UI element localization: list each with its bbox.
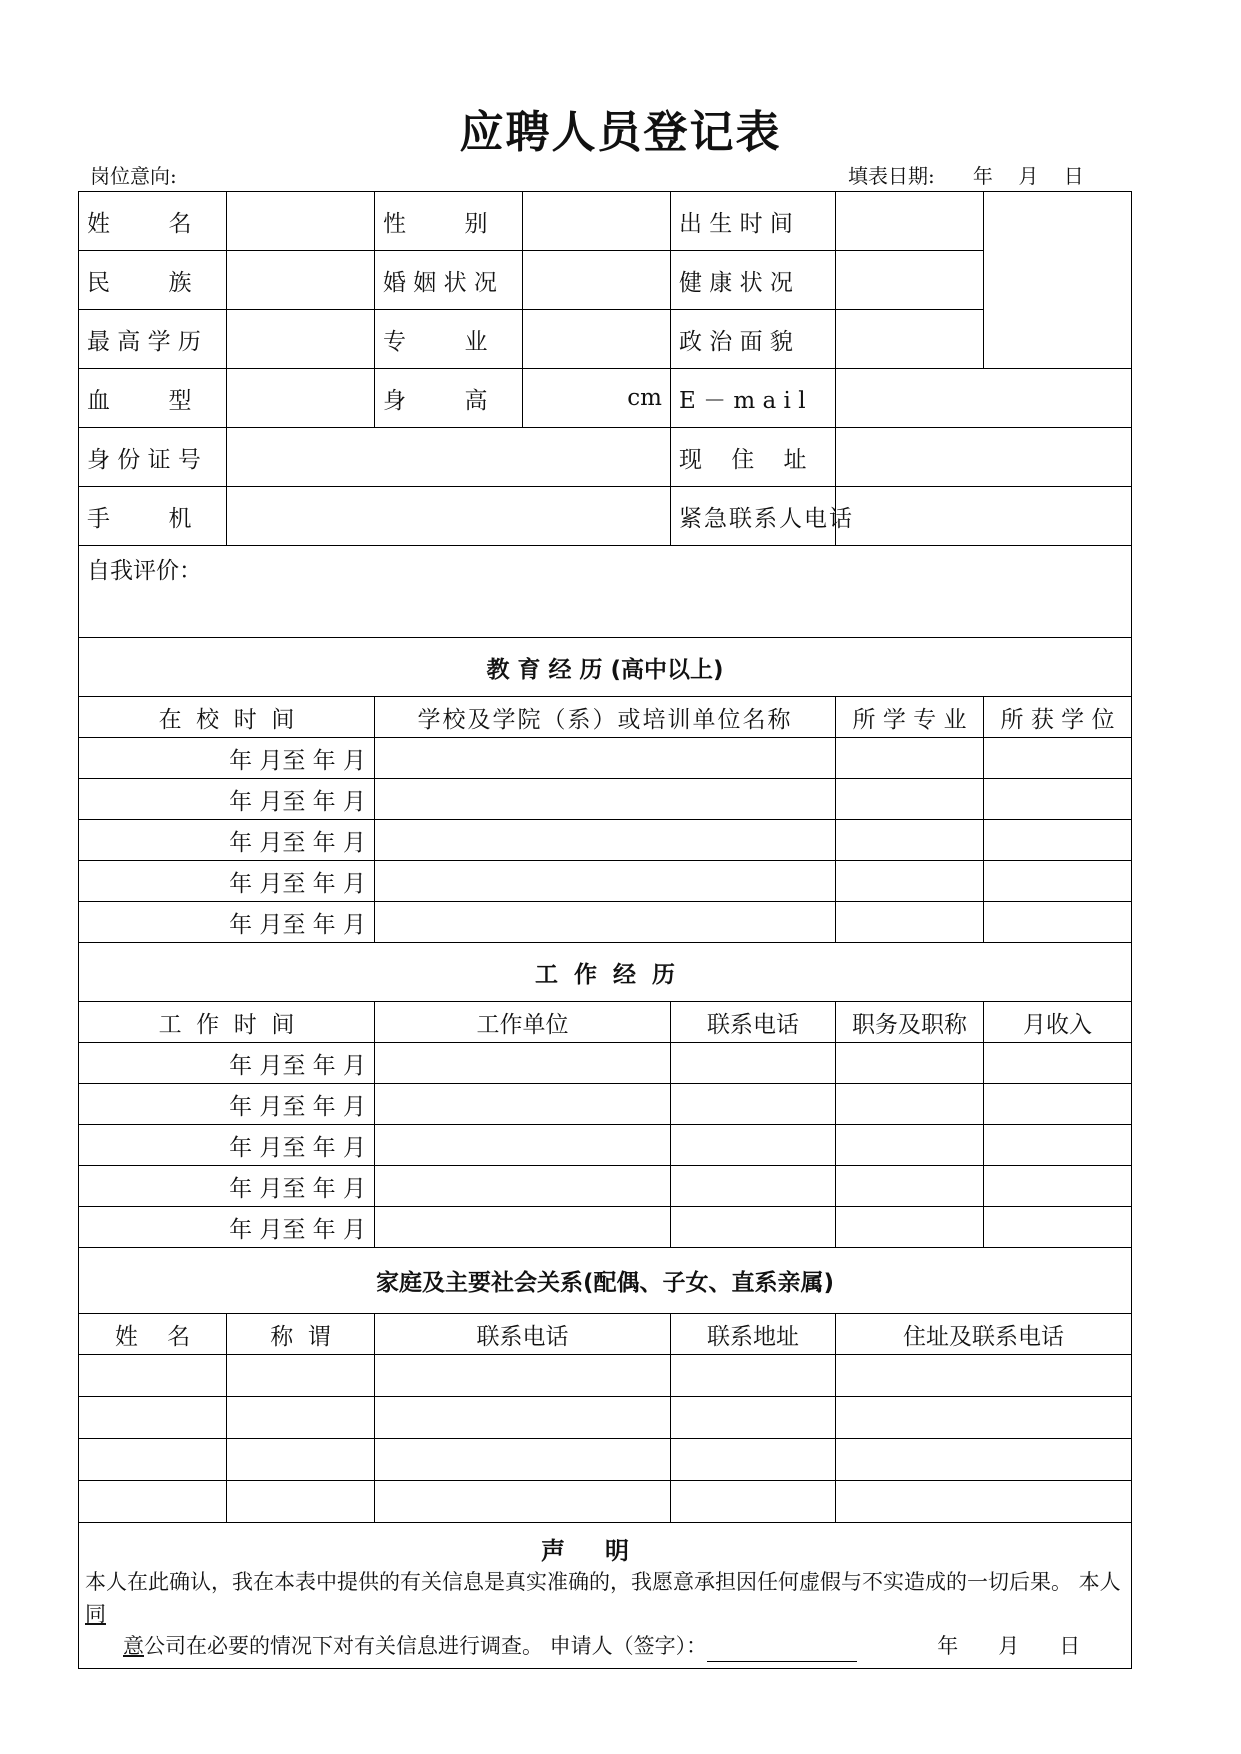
edu-row-major[interactable] — [836, 902, 984, 943]
birth-field[interactable] — [836, 192, 984, 251]
fill-date-units: 年 月 日 — [972, 164, 1084, 188]
edu-row-degree[interactable] — [984, 779, 1132, 820]
edu-row-date[interactable]: 年 月至 年 月 — [79, 861, 375, 902]
work-row-income[interactable] — [984, 1043, 1132, 1084]
family-row-phone[interactable] — [375, 1355, 671, 1397]
family-header-relation: 称 谓 — [227, 1314, 375, 1355]
family-row-phone[interactable] — [375, 1439, 671, 1481]
self-evaluation-field[interactable] — [79, 546, 1132, 638]
work-row-income[interactable] — [984, 1166, 1132, 1207]
declaration-text-line2: 公司在必要的情况下对有关信息进行调查。 申请人（签字）： — [144, 1634, 708, 1658]
self-evaluation-label: 自我评价： — [87, 558, 202, 584]
mobile-field[interactable] — [227, 487, 671, 546]
family-row-address-phone[interactable] — [836, 1397, 1132, 1439]
declaration-text-line1: 本人在此确认，我在本表中提供的有关信息是真实准确的，我愿意承担因任何虚假与不实造成的一切后果。 本人 — [85, 1570, 1121, 1594]
work-header-phone: 联系电话 — [671, 1002, 836, 1043]
major-field[interactable] — [523, 310, 671, 369]
family-row-contact-address[interactable] — [671, 1397, 836, 1439]
declaration-title: 声明 — [541, 1536, 669, 1565]
declaration-text-ul2: 意 — [123, 1634, 144, 1658]
edu-row-major[interactable] — [836, 738, 984, 779]
edu-row-degree[interactable] — [984, 861, 1132, 902]
declaration-date: 年 月 日 — [937, 1634, 1081, 1658]
edu-row-major[interactable] — [836, 820, 984, 861]
work-row-date[interactable]: 年 月至 年 月 — [79, 1125, 375, 1166]
id-number-label: 身 份 证 号 — [79, 428, 227, 487]
edu-row-school[interactable] — [375, 861, 836, 902]
work-row-date[interactable]: 年 月至 年 月 — [79, 1084, 375, 1125]
work-row-date[interactable]: 年 月至 年 月 — [79, 1207, 375, 1248]
position-intent-label: 岗位意向: — [90, 164, 177, 188]
family-row-contact-address[interactable] — [671, 1481, 836, 1523]
edu-row-major[interactable] — [836, 779, 984, 820]
email-label: E － m a i l — [671, 369, 836, 428]
marital-field[interactable] — [523, 251, 671, 310]
work-row-phone[interactable] — [671, 1084, 836, 1125]
id-number-field[interactable] — [227, 428, 671, 487]
family-header-address-phone: 住址及联系电话 — [836, 1314, 1132, 1355]
work-row-employer[interactable] — [375, 1084, 671, 1125]
ethnic-field[interactable] — [227, 251, 375, 310]
work-row-title[interactable] — [836, 1043, 984, 1084]
work-row-employer[interactable] — [375, 1125, 671, 1166]
ethnic-label: 民 族 — [79, 251, 227, 310]
declaration-box — [79, 1523, 1132, 1669]
height-field[interactable] — [523, 369, 671, 428]
work-header-employer: 工作单位 — [375, 1002, 671, 1043]
gender-label: 性 别 — [375, 192, 523, 251]
birth-label: 出 生 时 间 — [671, 192, 836, 251]
family-row-address-phone[interactable] — [836, 1481, 1132, 1523]
work-section-title: 工 作 经 历 — [79, 943, 1132, 1002]
family-header-phone: 联系电话 — [375, 1314, 671, 1355]
work-row-phone[interactable] — [671, 1166, 836, 1207]
family-header-name: 姓 名 — [79, 1314, 227, 1355]
work-header-income: 月收入 — [984, 1002, 1132, 1043]
work-row-title[interactable] — [836, 1207, 984, 1248]
work-row-title[interactable] — [836, 1125, 984, 1166]
family-row-name[interactable] — [79, 1481, 227, 1523]
edu-header-degree: 所 获 学 位 — [984, 697, 1132, 738]
email-field[interactable] — [836, 369, 1132, 428]
blood-field[interactable] — [227, 369, 375, 428]
edu-row-date[interactable]: 年 月至 年 月 — [79, 902, 375, 943]
work-row-title[interactable] — [836, 1084, 984, 1125]
family-row-relation[interactable] — [227, 1439, 375, 1481]
family-row-contact-address[interactable] — [671, 1355, 836, 1397]
name-label: 姓 名 — [79, 192, 227, 251]
edu-row-degree[interactable] — [984, 902, 1132, 943]
edu-header-period: 在 校 时 间 — [79, 697, 375, 738]
marital-label: 婚 姻 状 况 — [375, 251, 523, 310]
gender-field[interactable] — [523, 192, 671, 251]
edu-row-date[interactable]: 年 月至 年 月 — [79, 820, 375, 861]
registration-form — [78, 191, 1132, 1669]
edu-row-school[interactable] — [375, 902, 836, 943]
work-row-title[interactable] — [836, 1166, 984, 1207]
height-label: 身 高 — [375, 369, 523, 428]
edu-row-school[interactable] — [375, 738, 836, 779]
political-label: 政 治 面 貌 — [671, 310, 836, 369]
family-header-contact-address: 联系地址 — [671, 1314, 836, 1355]
education-label: 最 高 学 历 — [79, 310, 227, 369]
declaration-text-ul1: 同 — [85, 1602, 106, 1626]
edu-row-date[interactable]: 年 月至 年 月 — [79, 779, 375, 820]
work-row-date[interactable]: 年 月至 年 月 — [79, 1043, 375, 1084]
height-unit: cm — [627, 385, 662, 411]
edu-row-school[interactable] — [375, 820, 836, 861]
address-label: 现 住 址 — [671, 428, 836, 487]
work-header-title: 职务及职称 — [836, 1002, 984, 1043]
political-field[interactable] — [836, 310, 984, 369]
address-field[interactable] — [836, 428, 1132, 487]
family-section-title: 家庭及主要社会关系(配偶、子女、直系亲属) — [79, 1248, 1132, 1314]
work-row-income[interactable] — [984, 1207, 1132, 1248]
signature-field[interactable] — [707, 1639, 857, 1662]
family-row-address-phone[interactable] — [836, 1355, 1132, 1397]
work-row-phone[interactable] — [671, 1125, 836, 1166]
emergency-contact-field[interactable] — [836, 487, 1132, 546]
edu-row-major[interactable] — [836, 861, 984, 902]
education-field[interactable] — [227, 310, 375, 369]
work-row-income[interactable] — [984, 1084, 1132, 1125]
family-row-relation[interactable] — [227, 1397, 375, 1439]
fill-date — [848, 160, 1084, 189]
declaration-text — [85, 1566, 1125, 1662]
work-header-period: 工 作 时 间 — [79, 1002, 375, 1043]
edu-header-school: 学校及学院（系）或培训单位名称 — [375, 697, 836, 738]
photo-box[interactable] — [984, 192, 1132, 369]
family-row-name[interactable] — [79, 1439, 227, 1481]
work-row-phone[interactable] — [671, 1043, 836, 1084]
family-row-phone[interactable] — [375, 1397, 671, 1439]
mobile-label: 手 机 — [79, 487, 227, 546]
work-row-income[interactable] — [984, 1125, 1132, 1166]
family-row-phone[interactable] — [375, 1481, 671, 1523]
family-row-address-phone[interactable] — [836, 1439, 1132, 1481]
name-field[interactable] — [227, 192, 375, 251]
edu-row-degree[interactable] — [984, 820, 1132, 861]
health-label: 健 康 状 况 — [671, 251, 836, 310]
family-row-relation[interactable] — [227, 1481, 375, 1523]
edu-row-date[interactable]: 年 月至 年 月 — [79, 738, 375, 779]
family-row-contact-address[interactable] — [671, 1439, 836, 1481]
edu-header-major: 所 学 专 业 — [836, 697, 984, 738]
page-title: 应聘人员登记表 — [459, 107, 782, 158]
family-row-name[interactable] — [79, 1355, 227, 1397]
work-row-employer[interactable] — [375, 1207, 671, 1248]
family-row-relation[interactable] — [227, 1355, 375, 1397]
edu-row-degree[interactable] — [984, 738, 1132, 779]
blood-label: 血 型 — [79, 369, 227, 428]
major-label: 专 业 — [375, 310, 523, 369]
emergency-contact-label: 紧急联系人电话 — [671, 487, 836, 546]
family-row-name[interactable] — [79, 1397, 227, 1439]
education-section-title: 教 育 经 历 (高中以上) — [79, 638, 1132, 697]
fill-date-label: 填表日期: — [848, 164, 935, 188]
work-row-employer[interactable] — [375, 1043, 671, 1084]
health-field[interactable] — [836, 251, 984, 310]
edu-row-school[interactable] — [375, 779, 836, 820]
work-row-employer[interactable] — [375, 1166, 671, 1207]
work-row-date[interactable]: 年 月至 年 月 — [79, 1166, 375, 1207]
work-row-phone[interactable] — [671, 1207, 836, 1248]
